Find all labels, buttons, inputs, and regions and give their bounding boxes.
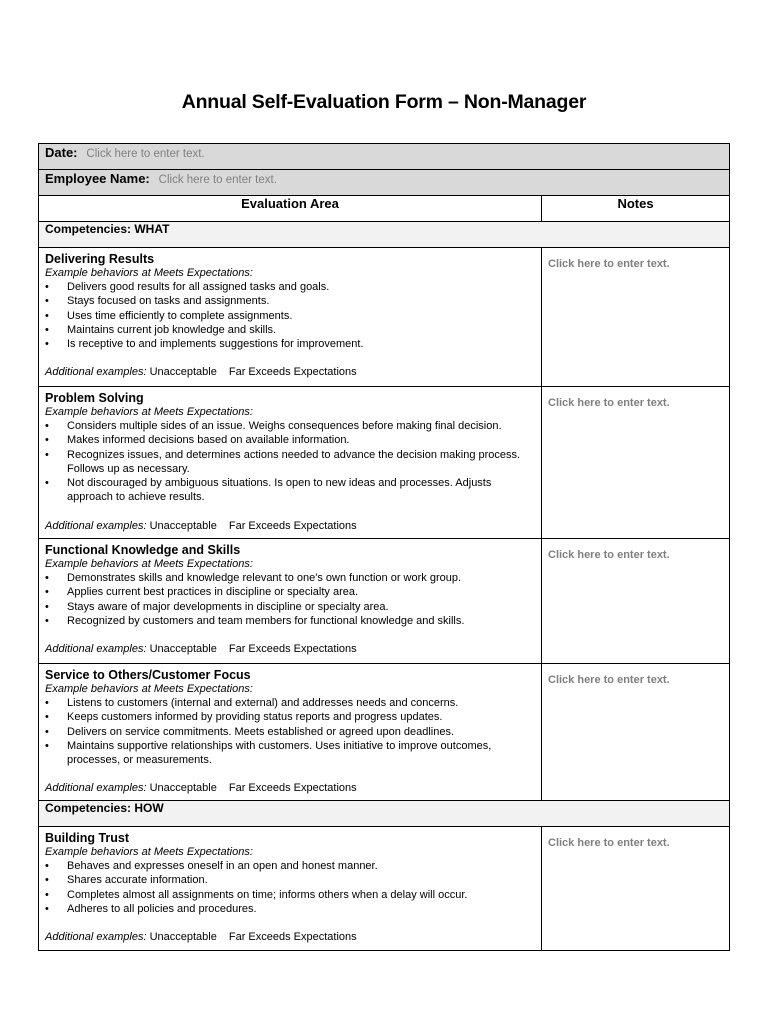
- behavior-item: [45, 337, 535, 351]
- behavior-item: [45, 585, 535, 599]
- behavior-text: Uses time efficiently to complete assignments.: [67, 309, 293, 322]
- evaluation-area-row: [39, 827, 730, 951]
- behavior-text: Completes almost all assignments on time; informs others when a delay will occur.: [67, 888, 468, 901]
- area-title: Delivering Results: [45, 252, 155, 266]
- example-heading: Example behaviors at Meets Expectations:: [45, 406, 253, 418]
- behavior-text: Recognized by customers and team members for functional knowledge and skills.: [67, 614, 465, 627]
- date-label: Date:: [45, 145, 78, 160]
- evaluation-area-cell: [39, 248, 542, 387]
- evaluation-area-cell: [39, 827, 542, 951]
- additional-examples-label: Additional examples:: [45, 931, 147, 944]
- behavior-text: Not discouraged by ambiguous situations. Is open to new ideas and processes. Adjusts approach to achieve results.: [67, 477, 492, 504]
- additional-examples-label: Additional examples:: [45, 366, 147, 379]
- notes-input[interactable]: Click here to enter text.: [548, 549, 670, 561]
- notes-cell: [542, 387, 730, 539]
- additional-examples: [45, 519, 535, 533]
- behavior-text: Considers multiple sides of an issue. Weighs consequences before making final decision.: [67, 420, 502, 432]
- additional-examples-label: Additional examples:: [45, 782, 147, 795]
- evaluation-area-row: [39, 664, 730, 801]
- bullet-icon: •: [45, 739, 49, 752]
- behavior-item: [45, 448, 535, 477]
- additional-examples: [45, 930, 535, 944]
- area-title: Building Trust: [45, 831, 130, 845]
- notes-cell: [542, 827, 730, 951]
- behavior-item: [45, 696, 535, 710]
- example-heading: Example behaviors at Meets Expectations:: [45, 683, 253, 695]
- bullet-icon: •: [45, 323, 49, 336]
- employee-name-row: [39, 170, 730, 196]
- bullet-icon: •: [45, 434, 49, 447]
- section-header-row: [39, 801, 730, 827]
- evaluation-area-row: [39, 387, 730, 539]
- additional-examples: [45, 642, 535, 656]
- section-label: Competencies: WHAT: [39, 222, 730, 248]
- bullet-icon: •: [45, 725, 49, 738]
- bullet-icon: •: [45, 614, 49, 627]
- date-row: [39, 144, 730, 170]
- far-exceeds-link[interactable]: Far Exceeds Expectations: [228, 643, 357, 656]
- behavior-text: Shares accurate information.: [67, 874, 208, 887]
- bullet-icon: •: [45, 338, 49, 351]
- behavior-text: Adheres to all policies and procedures.: [67, 902, 257, 915]
- behavior-text: Is receptive to and implements suggestions for improvement.: [67, 338, 364, 351]
- employee-name-label: Employee Name:: [45, 171, 150, 186]
- area-title: Service to Others/Customer Focus: [45, 668, 251, 682]
- bullet-icon: •: [45, 309, 49, 322]
- behavior-item: [45, 614, 535, 628]
- bullet-icon: •: [45, 448, 49, 461]
- bullet-icon: •: [45, 281, 49, 293]
- date-input[interactable]: Click here to enter text.: [86, 148, 205, 160]
- section-header-row: [39, 222, 730, 248]
- example-heading: Example behaviors at Meets Expectations:: [45, 846, 253, 858]
- behavior-item: [45, 902, 535, 916]
- additional-examples: [45, 365, 535, 379]
- behavior-list: [45, 280, 535, 351]
- bullet-icon: •: [45, 477, 49, 490]
- area-title: Problem Solving: [45, 391, 144, 405]
- behavior-text: Listens to customers (internal and external) and addresses needs and concerns.: [67, 697, 459, 709]
- employee-name-input[interactable]: Click here to enter text.: [158, 174, 277, 186]
- behavior-item: [45, 888, 535, 902]
- evaluation-area-cell: [39, 387, 542, 539]
- notes-input[interactable]: Click here to enter text.: [548, 397, 670, 409]
- behavior-list: [45, 419, 535, 505]
- notes-header: Notes: [542, 196, 730, 222]
- bullet-icon: •: [45, 711, 49, 724]
- bullet-icon: •: [45, 860, 49, 872]
- behavior-text: Stays aware of major developments in discipline or specialty area.: [67, 600, 389, 613]
- example-heading: Example behaviors at Meets Expectations:: [45, 558, 253, 570]
- far-exceeds-link[interactable]: Far Exceeds Expectations: [228, 519, 357, 532]
- additional-examples: [45, 781, 535, 795]
- behavior-list: [45, 859, 535, 916]
- behavior-text: Demonstrates skills and knowledge relevant to one's own function or work group.: [67, 572, 462, 584]
- behavior-text: Maintains current job knowledge and skills.: [67, 323, 277, 336]
- area-title: Functional Knowledge and Skills: [45, 543, 241, 557]
- behavior-text: Delivers good results for all assigned tasks and goals.: [67, 281, 330, 293]
- behavior-text: Maintains supportive relationships with customers. Uses initiative to improve outcomes, processes, or measurements.: [67, 739, 492, 767]
- bullet-icon: •: [45, 295, 49, 308]
- bullet-icon: •: [45, 902, 49, 915]
- unacceptable-link[interactable]: Unacceptable: [149, 782, 217, 795]
- notes-cell: [542, 664, 730, 801]
- behavior-item: [45, 280, 535, 294]
- additional-examples-label: Additional examples:: [45, 519, 147, 532]
- section-label: Competencies: HOW: [39, 801, 730, 827]
- bullet-icon: •: [45, 600, 49, 613]
- behavior-item: [45, 571, 535, 585]
- example-heading: Example behaviors at Meets Expectations:: [45, 267, 253, 279]
- bullet-icon: •: [45, 420, 49, 432]
- behavior-text: Makes informed decisions based on available information.: [67, 434, 350, 447]
- evaluation-area-cell: [39, 539, 542, 664]
- behavior-list: [45, 571, 535, 628]
- evaluation-area-header: Evaluation Area: [39, 196, 542, 222]
- bullet-icon: •: [45, 697, 49, 709]
- additional-examples-label: Additional examples:: [45, 643, 147, 656]
- behavior-item: [45, 600, 535, 614]
- notes-cell: [542, 539, 730, 664]
- notes-input[interactable]: Click here to enter text.: [548, 837, 670, 849]
- notes-input[interactable]: Click here to enter text.: [548, 258, 670, 270]
- behavior-text: Behaves and expresses oneself in an open and honest manner.: [67, 860, 378, 872]
- notes-cell: [542, 248, 730, 387]
- behavior-text: Applies current best practices in discipline or specialty area.: [67, 586, 359, 599]
- bullet-icon: •: [45, 586, 49, 599]
- behavior-item: [45, 294, 535, 308]
- behavior-item: [45, 323, 535, 337]
- page-title: Annual Self-Evaluation Form – Non-Manager: [181, 91, 587, 113]
- notes-input[interactable]: Click here to enter text.: [548, 674, 670, 686]
- behavior-item: [45, 309, 535, 323]
- bullet-icon: •: [45, 572, 49, 584]
- far-exceeds-link[interactable]: Far Exceeds Expectations: [228, 931, 357, 944]
- behavior-item: [45, 476, 535, 505]
- far-exceeds-link[interactable]: Far Exceeds Expectations: [228, 366, 357, 379]
- evaluation-area-row: [39, 248, 730, 387]
- unacceptable-link[interactable]: Unacceptable: [149, 366, 217, 379]
- behavior-text: Keeps customers informed by providing status reports and progress updates.: [67, 711, 443, 724]
- behavior-item: [45, 419, 535, 433]
- far-exceeds-link[interactable]: Far Exceeds Expectations: [228, 782, 357, 795]
- behavior-item: [45, 433, 535, 447]
- behavior-item: [45, 859, 535, 873]
- bullet-icon: •: [45, 888, 49, 901]
- behavior-text: Stays focused on tasks and assignments.: [67, 295, 270, 308]
- unacceptable-link[interactable]: Unacceptable: [149, 643, 217, 656]
- behavior-item: [45, 725, 535, 739]
- behavior-item: [45, 739, 535, 768]
- behavior-item: [45, 710, 535, 724]
- unacceptable-link[interactable]: Unacceptable: [149, 519, 217, 532]
- unacceptable-link[interactable]: Unacceptable: [149, 931, 217, 944]
- behavior-list: [45, 696, 535, 767]
- behavior-text: Delivers on service commitments. Meets established or agreed upon deadlines.: [67, 725, 455, 738]
- behavior-item: [45, 873, 535, 887]
- evaluation-area-row: [39, 539, 730, 664]
- column-header-row: [39, 196, 730, 222]
- evaluation-area-cell: [39, 664, 542, 801]
- bullet-icon: •: [45, 874, 49, 887]
- behavior-text: Recognizes issues, and determines actions needed to advance the decision making process. Follows up as necessary.: [67, 448, 521, 475]
- evaluation-form-table: [38, 143, 730, 951]
